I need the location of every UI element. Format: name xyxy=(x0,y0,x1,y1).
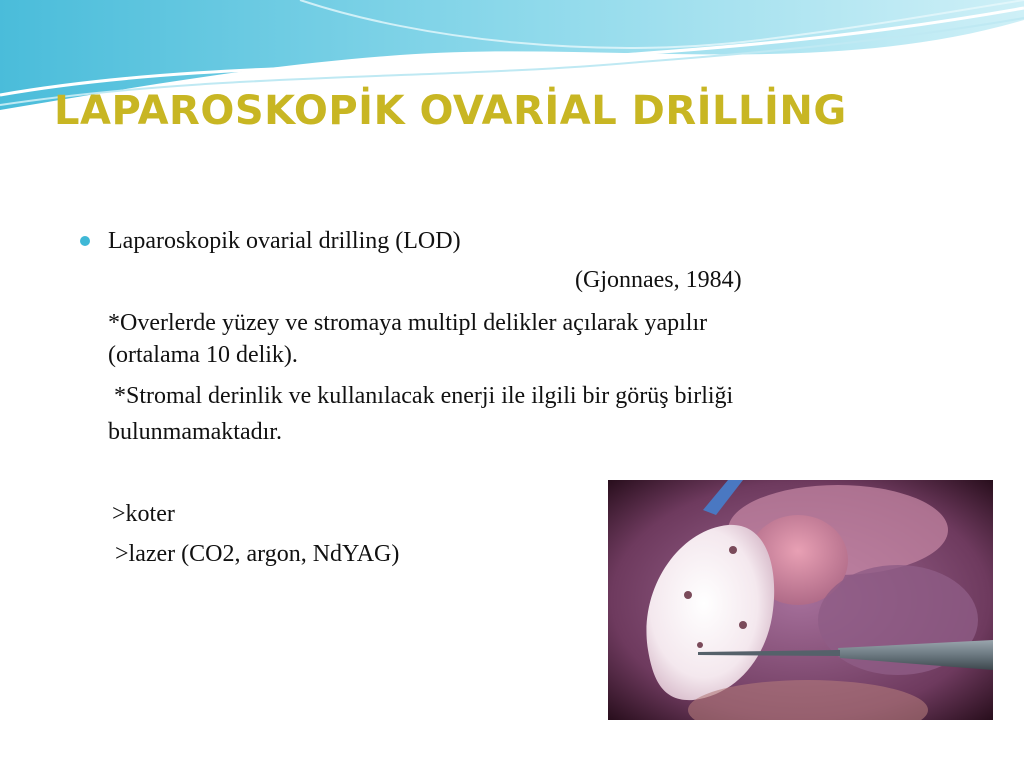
slide-title: LAPAROSKOPİK OVARİAL DRİLLİNG xyxy=(54,88,847,134)
point1-line1: *Overlerde yüzey ve stromaya multipl delikler açılarak yapılır xyxy=(108,310,708,336)
laparoscopy-image xyxy=(608,480,993,720)
point2-line2: bulunmamaktadır. xyxy=(108,419,282,445)
bullet-main-text: Laparoskopik ovarial drilling (LOD) xyxy=(108,228,461,254)
point2-line1: *Stromal derinlik ve kullanılacak enerji ile ilgili bir görüş birliği xyxy=(108,383,734,409)
bullet-icon xyxy=(80,236,90,246)
method-koter: >koter xyxy=(112,501,175,527)
method-lazer: >lazer (CO2, argon, NdYAG) xyxy=(115,541,400,567)
citation-text: (Gjonnaes, 1984) xyxy=(575,267,742,293)
point1-line2: (ortalama 10 delik). xyxy=(108,342,298,368)
